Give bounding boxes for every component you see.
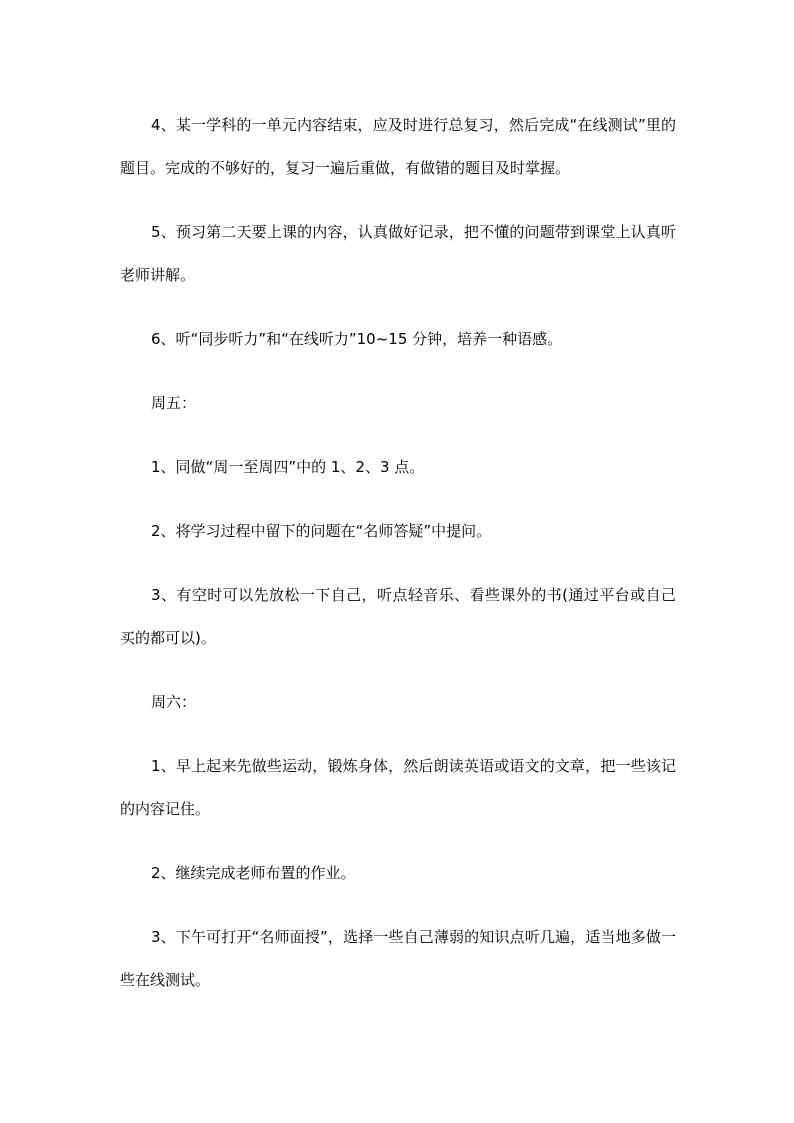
heading-saturday: 周六： — [151, 693, 197, 711]
paragraph-friday-item-3: 3、有空时可以先放松一下自己，听点轻音乐、看些课外的书(通过平台或自己买的都可以)。 — [120, 586, 676, 647]
paragraph-thursday-item-6: 6、听“同步听力”和“在线听力”10~15 分钟，培养一种语感。 — [151, 330, 563, 348]
paragraph-saturday-item-3: 3、下午可打开“名师面授”，选择一些自己薄弱的知识点听几遍，适当地多做一些在线测试。 — [120, 928, 676, 989]
paragraph-thursday-item-5: 5、预习第二天要上课的内容，认真做好记录，把不懂的问题带到课堂上认真听老师讲解。 — [120, 223, 676, 284]
paragraph-friday-item-2: 2、将学习过程中留下的问题在“名师答疑”中提问。 — [151, 522, 492, 540]
document-body — [120, 104, 676, 1002]
paragraph-thursday-item-4: 4、某一学科的一单元内容结束，应及时进行总复习，然后完成“在线测试”里的题目。完成的不够好的，复习一遍后重做，有做错的题目及时掌握。 — [120, 116, 676, 177]
heading-friday: 周五： — [151, 394, 197, 412]
paragraph-friday-item-1: 1、同做“周一至周四”中的 1、2、3 点。 — [151, 458, 425, 476]
paragraph-saturday-item-2: 2、继续完成老师布置的作业。 — [151, 864, 356, 882]
paragraph-saturday-item-1: 1、早上起来先做些运动，锻炼身体，然后朗读英语或语文的文章，把一些该记的内容记住。 — [120, 757, 676, 818]
